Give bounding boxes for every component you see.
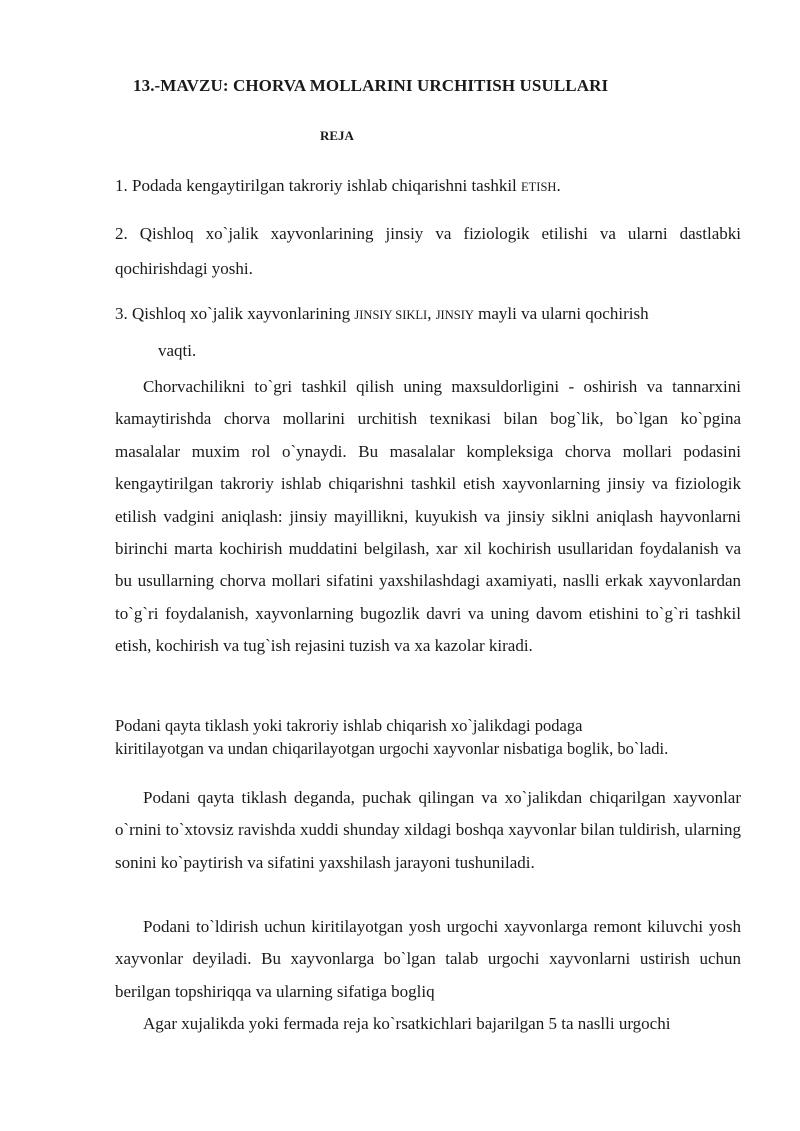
paragraph-2: Podani qayta tiklash yoki takroriy ishlab chiqarish xo`jalikdagi podaga kiritilayotgan va undan chiqarilayotgan urgochi xayvonlar nisbatiga boglik, bo`ladi. — [115, 716, 669, 758]
plan-item-3-text: 3. Qishloq xo`jalik xayvonlarining — [115, 304, 355, 323]
plan-item-3-sep: , — [427, 304, 436, 323]
page-title: 13.-MAVZU: CHORVA MOLLARINI URCHITISH USULLARI — [133, 76, 609, 95]
paragraph-1: Chorvachilikni to`gri tashkil qilish uning maxsuldorligini - oshirish va tannarxini kamaytirishda chorva mollarini urchitish texnikasi bilan bog`lik, bo`lgan ko`pgina masalalar muxim rol o`ynaydi. Bu masalalar kompleksiga chorva mollari podasini kengaytirilgan takroriy ishlab chiqarishni tashkil etish xayvonlarning jinsiy va fiziologik etilish vadgini aniqlash: jinsiy mayillikni, kuyukish va jinsiy siklni aniqlash hayvonlarni birinchi marta kochirish muddatini belgilash, xar xil kochirish usullaridan foydalanish va bu usullarning chorva mollari sifatini yaxshilashdagi axamiyati, naslli erkak xayvonlardan to`g`ri foydalanish, xayvonlarning bugozlik davri va uning davom etishini to`g`ri tashkil etish, kochirish va tug`ish rejasini tuzish va xa kazolar kiradi. — [115, 377, 741, 656]
plan-item-2: 2. Qishloq xo`jalik xayvonlarining jinsiy va fiziologik etilishi va ularni dastlabki qochirishdagi yoshi. — [115, 224, 741, 278]
plan-item-3-continuation: vaqti. — [158, 341, 197, 360]
plan-item-3-smallcaps-2: JINSIY — [435, 308, 474, 322]
paragraph-5: Agar xujalikda yoki fermada reja ko`rsatkichlari bajarilgan 5 ta naslli urgochi — [143, 1014, 671, 1033]
plan-item-3-post: mayli va ularni qochirish — [473, 304, 649, 323]
plan-item-3 — [115, 296, 735, 368]
paragraph-4: Podani to`ldirish uchun kiritilayotgan yosh urgochi xayvonlarga remont kiluvchi yosh xayvonlar deyiladi. Bu xayvonlarga bo`lgan talab urgochi xayvonlarni ustirish uchun berilgan topshiriqqa va ularning sifatiga bogliq — [115, 917, 741, 1001]
paragraph-3: Podani qayta tiklash deganda, puchak qilingan va xo`jalikdan chiqarilgan xayvonlar o`rnini to`xtovsiz ravishda xuddi shunday xildagi boshqa xayvonlar bilan tuldirish, ularning sonini ko`paytirish va sifatini yaxshilash jarayoni tushuniladi. — [115, 788, 741, 872]
plan-item-1-tail: . — [556, 176, 561, 195]
plan-item-1-text: 1. Podada kengaytirilgan takroriy ishlab chiqarishni tashkil — [115, 176, 522, 195]
plan-heading: REJA — [320, 128, 354, 143]
plan-item-1 — [115, 168, 741, 205]
plan-item-1-smallcaps: ETISH — [521, 180, 557, 194]
plan-item-3-smallcaps-1: JINSIY SIKLI — [354, 308, 428, 322]
